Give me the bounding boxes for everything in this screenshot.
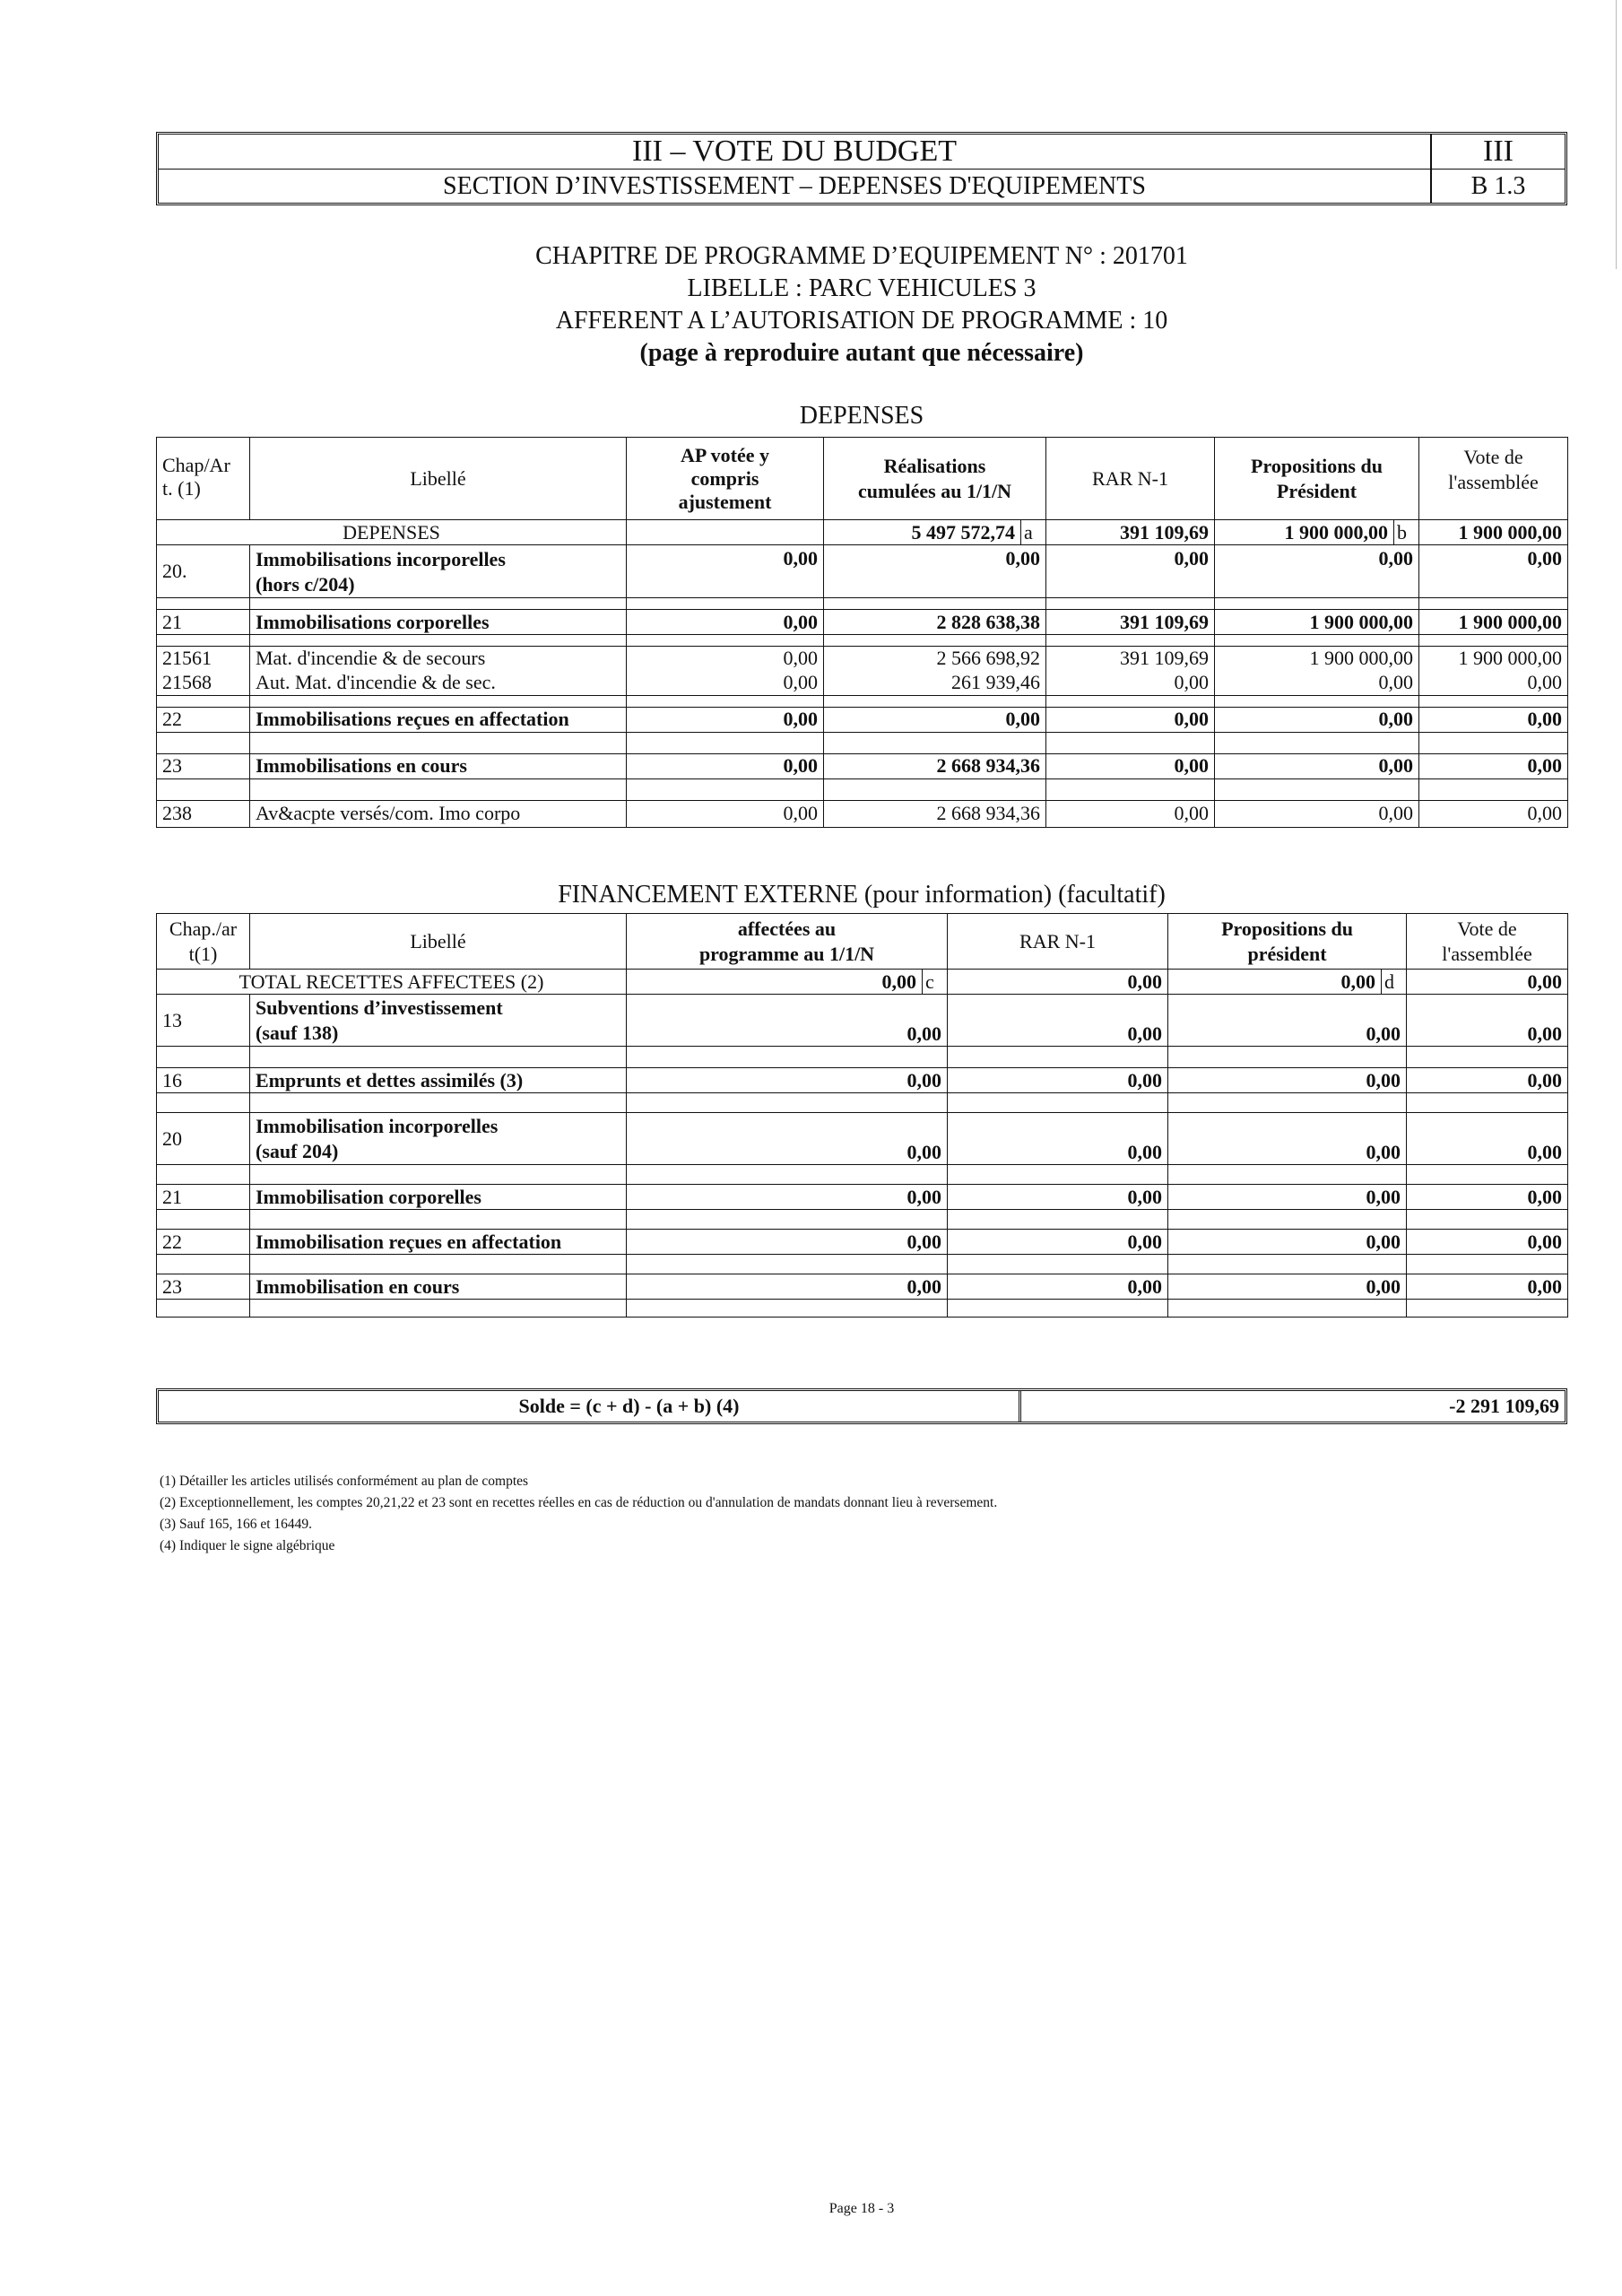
total-realisations: 5 497 572,74 bbox=[824, 520, 1021, 545]
mark-a: a bbox=[1021, 520, 1046, 545]
table-row: 16 Emprunts et dettes assimilés (3) 0,00 0,00 0,00 0,00 bbox=[157, 1068, 1568, 1093]
page-number: Page 18 - 3 bbox=[828, 2201, 895, 2216]
table-row: 21561 Mat. d'incendie & de secours 0,00 2 566 698,92 391 109,69 1 900 000,00 1 900 000,00 bbox=[157, 647, 1568, 671]
table-row: 23 Immobilisations en cours 0,00 2 668 934,36 0,00 0,00 0,00 bbox=[157, 753, 1568, 778]
table-row: 21568 Aut. Mat. d'incendie & de sec. 0,00 261 939,46 0,00 0,00 0,00 bbox=[157, 670, 1568, 695]
table-row: 22 Immobilisation reçues en affectation 0,00 0,00 0,00 0,00 bbox=[157, 1230, 1568, 1255]
footnotes bbox=[160, 1471, 997, 1557]
mark-b: b bbox=[1394, 520, 1419, 545]
table-row: 23 Immobilisation en cours 0,00 0,00 0,00 0,00 bbox=[157, 1274, 1568, 1300]
document-header bbox=[156, 132, 1567, 205]
header-subtitle: SECTION D’INVESTISSEMENT – DEPENSES D'EQUIPEMENTS bbox=[159, 170, 1432, 204]
header-code-1: III bbox=[1432, 135, 1565, 170]
chapter-libelle: LIBELLE : PARC VEHICULES 3 bbox=[687, 274, 1037, 302]
header-code-2: B 1.3 bbox=[1470, 172, 1526, 200]
total-rar: 391 109,69 bbox=[1046, 520, 1215, 545]
col-chap: Chap/Ar t. (1) bbox=[157, 438, 250, 520]
col-ap: AP votée y compris ajustement bbox=[627, 438, 824, 520]
depenses-header-row bbox=[157, 438, 1568, 520]
chapter-note: (page à reproduire autant que nécessaire) bbox=[639, 339, 1084, 367]
total-propositions: 1 900 000,00 bbox=[1215, 520, 1394, 545]
footnote: (2) Exceptionnellement, les comptes 20,21,22 et 23 sont en recettes réelles en cas de réduction ou d'annulation de mandats donnant lieu à reversement. bbox=[160, 1495, 998, 1510]
table-row: 238 Av&acpte versés/com. Imo corpo 0,00 2 668 934,36 0,00 0,00 0,00 bbox=[157, 800, 1568, 827]
table-row: 21 Immobilisations corporelles 0,00 2 828 638,38 391 109,69 1 900 000,00 1 900 000,00 bbox=[157, 610, 1568, 635]
table-row: 21 Immobilisation corporelles 0,00 0,00 0,00 0,00 bbox=[157, 1185, 1568, 1210]
footnote: (3) Sauf 165, 166 et 16449. bbox=[160, 1517, 313, 1532]
financement-title: FINANCEMENT EXTERNE (pour information) (facultatif) bbox=[558, 881, 1166, 909]
solde-value: -2 291 109,69 bbox=[1449, 1395, 1559, 1417]
table-row: 22 Immobilisations reçues en affectation 0,00 0,00 0,00 0,00 0,00 bbox=[157, 707, 1568, 732]
total-vote: 1 900 000,00 bbox=[1419, 520, 1568, 545]
financement-total-row: TOTAL RECETTES AFFECTEES (2) 0,00 c 0,00 0,00 d 0,00 bbox=[157, 970, 1568, 995]
header-title: III – VOTE DU BUDGET bbox=[159, 135, 1432, 170]
chapter-number: CHAPITRE DE PROGRAMME D’EQUIPEMENT N° : 201701 bbox=[535, 242, 1188, 270]
financement-header-row: Chap./ar t(1) Libellé affectées au programme au 1/1/N RAR N-1 Propositions du président Vote de l'assemblée bbox=[157, 914, 1568, 970]
footnote: (4) Indiquer le signe algébrique bbox=[160, 1538, 335, 1553]
depenses-title: DEPENSES bbox=[799, 402, 924, 430]
chapter-autorisation: AFFERENT A L’AUTORISATION DE PROGRAMME : 10 bbox=[555, 307, 1168, 335]
total-label: DEPENSES bbox=[157, 520, 627, 545]
depenses-table bbox=[156, 437, 1568, 828]
table-row: 20. Immobilisations incorporelles (hors c/204) 0,00 0,00 0,00 0,00 0,00 bbox=[157, 545, 1568, 598]
table-row: 13 Subventions d’investissement (sauf 138) 0,00 0,00 0,00 0,00 bbox=[157, 995, 1568, 1047]
depenses-total-row bbox=[157, 520, 1568, 545]
col-realisations: Réalisations cumulées au 1/1/N bbox=[824, 438, 1046, 520]
total-ap bbox=[627, 520, 824, 545]
col-rar: RAR N-1 bbox=[1046, 438, 1215, 520]
col-propositions: Propositions du Président bbox=[1215, 438, 1419, 520]
financement-table bbox=[156, 913, 1568, 1318]
table-row: 20 Immobilisation incorporelles (sauf 204) 0,00 0,00 0,00 0,00 bbox=[157, 1113, 1568, 1165]
col-libelle: Libellé bbox=[250, 438, 627, 520]
solde-label: Solde = (c + d) - (a + b) (4) bbox=[159, 1391, 1021, 1422]
col-vote: Vote de l'assemblée bbox=[1419, 438, 1568, 520]
footnote: (1) Détailler les articles utilisés conformément au plan de comptes bbox=[160, 1474, 529, 1489]
scan-edge-line bbox=[1616, 0, 1617, 269]
solde-box bbox=[156, 1388, 1567, 1424]
